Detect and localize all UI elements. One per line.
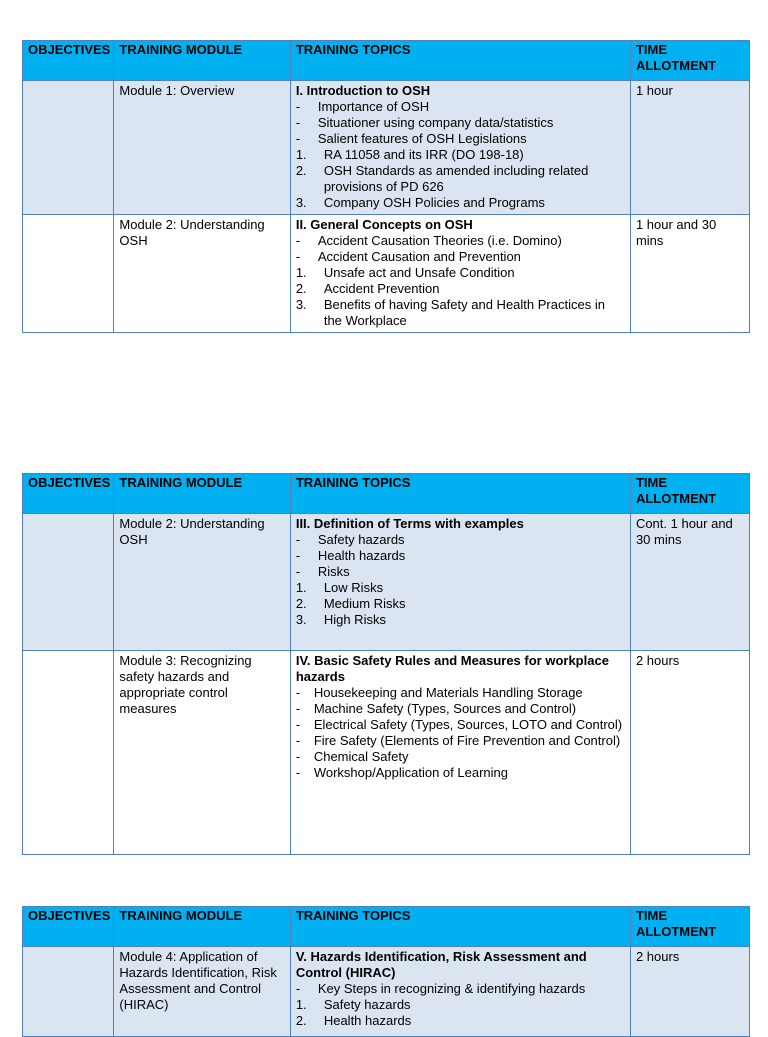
time-cell: 2 hours [630,651,749,855]
training-table-3 [22,906,750,1037]
objectives-cell [23,514,114,651]
list-item: 3. Benefits of having Safety and Health Practices in the Workplace [295,297,605,328]
list-item: - Safety hazards [295,532,405,547]
module-cell: Module 3: Recognizing safety hazards and appropriate control measures [114,651,290,855]
list-item: 2. Medium Risks [295,596,406,611]
module-cell: Module 1: Overview [114,81,290,215]
table-row [23,651,750,855]
list-item: 1. Safety hazards [295,997,411,1012]
header-training-module: TRAINING MODULE [114,907,290,947]
objectives-cell [23,947,114,1037]
list-item: - Key Steps in recognizing & identifying hazards [295,981,586,996]
module-cell: Module 4: Application of Hazards Identification, Risk Assessment and Control (HIRAC) [114,947,290,1037]
list-item: - Housekeeping and Materials Handling Storage [295,685,583,700]
time-cell: 1 hour [630,81,749,215]
topic-title: II. General Concepts on OSH [295,217,473,232]
table-row [23,514,750,651]
header-row [23,907,750,947]
list-item: 1. Unsafe act and Unsafe Condition [295,265,515,280]
list-item: 1. Low Risks [295,580,384,595]
header-row [23,474,750,514]
header-time-allotment: TIME ALLOTMENT [630,474,749,514]
list-item: - Accident Causation and Prevention [295,249,521,264]
list-item: - Accident Causation Theories (i.e. Domino) [295,233,562,248]
header-training-topics: TRAINING TOPICS [290,907,630,947]
topic-title: III. Definition of Terms with examples [295,516,524,531]
list-item: 3. High Risks [295,612,386,627]
header-training-module: TRAINING MODULE [114,41,290,81]
list-item: - Situationer using company data/statistics [295,115,554,130]
list-item: 3. Company OSH Policies and Programs [295,195,545,210]
objectives-cell [23,215,114,333]
header-objectives: OBJECTIVES [23,41,114,81]
list-item: 1. RA 11058 and its IRR (DO 198-18) [295,147,524,162]
table-row [23,81,750,215]
list-item: - Chemical Safety [295,749,409,764]
topics-cell [290,215,630,333]
list-item: 2. Accident Prevention [295,281,440,296]
topic-title: I. Introduction to OSH [295,83,431,98]
list-item: - Risks [295,564,350,579]
list-item: 2. OSH Standards as amended including related provisions of PD 626 [295,163,589,194]
topics-cell [290,81,630,215]
list-item: - Importance of OSH [295,99,430,114]
topic-title: V. Hazards Identification, Risk Assessment and Control (HIRAC) [295,949,587,980]
header-training-topics: TRAINING TOPICS [290,474,630,514]
table-row [23,215,750,333]
topics-cell [290,947,630,1037]
header-time-allotment: TIME ALLOTMENT [630,41,749,81]
list-item: - Fire Safety (Elements of Fire Prevention and Control) [295,733,621,748]
table-row [23,947,750,1037]
header-time-allotment: TIME ALLOTMENT [630,907,749,947]
topics-cell [290,514,630,651]
header-training-module: TRAINING MODULE [114,474,290,514]
objectives-cell [23,81,114,215]
list-item: - Workshop/Application of Learning [295,765,508,780]
time-cell: Cont. 1 hour and 30 mins [630,514,749,651]
training-table-2 [22,473,750,855]
objectives-cell [23,651,114,855]
time-cell: 1 hour and 30 mins [630,215,749,333]
list-item: - Salient features of OSH Legislations [295,131,527,146]
time-cell: 2 hours [630,947,749,1037]
topics-cell [290,651,630,855]
module-cell: Module 2: Understanding OSH [114,514,290,651]
header-training-topics: TRAINING TOPICS [290,41,630,81]
module-cell: Module 2: Understanding OSH [114,215,290,333]
list-item: 2. Health hazards [295,1013,412,1028]
header-row [23,41,750,81]
list-item: - Electrical Safety (Types, Sources, LOTO and Control) [295,717,623,732]
list-item: - Machine Safety (Types, Sources and Control) [295,701,577,716]
list-item: - Health hazards [295,548,406,563]
training-table-1 [22,40,750,333]
header-objectives: OBJECTIVES [23,907,114,947]
topic-title: IV. Basic Safety Rules and Measures for workplace hazards [295,653,609,684]
header-objectives: OBJECTIVES [23,474,114,514]
